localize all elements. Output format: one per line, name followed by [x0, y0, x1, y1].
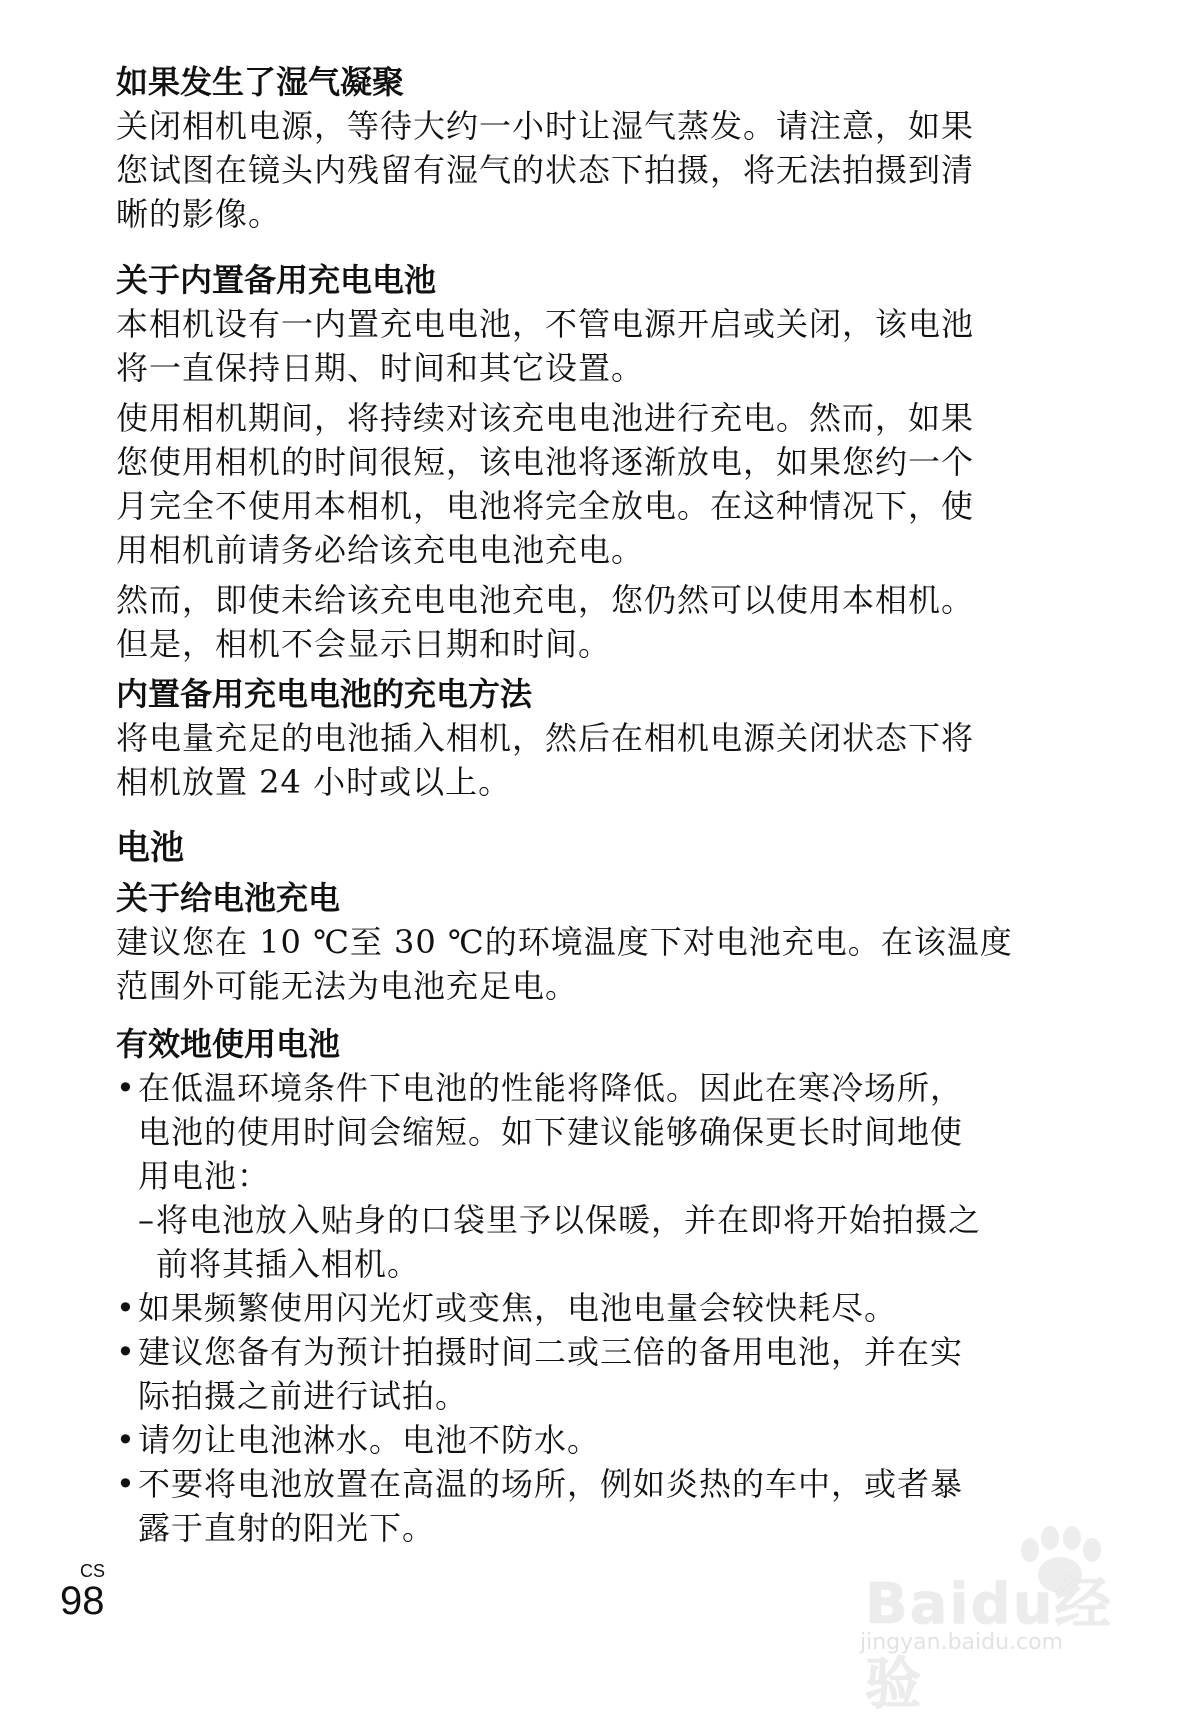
- watermark-url: jingyan.baidu.com: [860, 1630, 1064, 1655]
- text-line: 将电量充足的电池插入相机，然后在相机电源关闭状态下将: [116, 719, 975, 757]
- baidu-watermark: [850, 1520, 1150, 1717]
- heading-battery: 电池: [116, 828, 184, 868]
- bullet-icon: •: [116, 1289, 136, 1327]
- text-line: 前将其插入相机。: [156, 1245, 421, 1283]
- list-item: [116, 1418, 1066, 1462]
- text-line: 建议您在 10 ℃至 30 ℃的环境温度下对电池充电。在该温度: [116, 923, 1013, 961]
- text-line: 在低温环境条件下电池的性能将降低。因此在寒冷场所，: [138, 1069, 964, 1107]
- text-line: 您使用相机的时间很短，该电池将逐渐放电，如果您约一个: [116, 443, 975, 481]
- text-line: 然而，即使未给该充电电池充电，您仍然可以使用本相机。: [116, 581, 975, 619]
- text-line: 但是，相机不会显示日期和时间。: [116, 625, 612, 663]
- text-line: 露于直射的阳光下。: [138, 1509, 436, 1547]
- list-item: [116, 1286, 1066, 1330]
- list-effective-use: [116, 1066, 1066, 1550]
- bullet-icon: •: [116, 1069, 136, 1107]
- text-line: 将电池放入贴身的口袋里予以保暖，并在即将开始拍摄之: [156, 1201, 982, 1239]
- heading-condensation: 如果发生了湿气凝聚: [116, 63, 405, 101]
- text-line: 晰的影像。: [116, 195, 282, 233]
- language-code: CS: [80, 1561, 106, 1581]
- text-line: 月完全不使用本相机，电池将完全放电。在这种情况下，使: [116, 487, 975, 525]
- dash-icon: –: [138, 1201, 155, 1239]
- text-line: 际拍摄之前进行试拍。: [138, 1377, 469, 1415]
- paragraph-backup-charging: [116, 716, 1066, 804]
- text-line: 关闭相机电源，等待大约一小时让湿气蒸发。请注意，如果: [116, 107, 975, 145]
- paragraph-backup-battery-1: [116, 302, 1066, 390]
- text-line: 将一直保持日期、时间和其它设置。: [116, 349, 645, 387]
- text-line: 相机放置 24 小时或以上。: [116, 763, 512, 801]
- manual-page-body: [116, 60, 1066, 1550]
- paragraph-charging: [116, 920, 1066, 1008]
- page-number: [60, 1562, 105, 1622]
- paragraph-backup-battery-2: [116, 396, 1066, 572]
- text-line: 范围外可能无法为电池充足电。: [116, 967, 579, 1005]
- heading-effective-use: 有效地使用电池: [116, 1025, 341, 1063]
- text-line: 电池的使用时间会缩短。如下建议能够确保更长时间地使: [138, 1113, 964, 1151]
- paragraph-backup-battery-3: [116, 578, 1066, 666]
- bullet-icon: •: [116, 1421, 136, 1459]
- list-item: [116, 1330, 1066, 1418]
- heading-charging: 关于给电池充电: [116, 879, 341, 917]
- list-item: [116, 1066, 1066, 1198]
- watermark-logo: Baidu经验: [865, 1572, 1113, 1717]
- text-line: 请勿让电池淋水。电池不防水。: [138, 1421, 601, 1459]
- text-line: 用电池：: [138, 1157, 271, 1195]
- text-line: 建议您备有为预计拍摄时间二或三倍的备用电池，并在实: [138, 1333, 964, 1371]
- bullet-icon: •: [116, 1333, 136, 1371]
- page-number-value: 98: [60, 1579, 105, 1623]
- heading-backup-battery: 关于内置备用充电电池: [116, 261, 437, 299]
- paragraph-condensation: [116, 104, 1066, 236]
- text-line: 用相机前请务必给该充电电池充电。: [116, 531, 645, 569]
- bullet-icon: •: [116, 1465, 136, 1503]
- text-line: 如果频繁使用闪光灯或变焦，电池电量会较快耗尽。: [138, 1289, 898, 1327]
- sub-list-item: [116, 1198, 1066, 1286]
- text-line: 不要将电池放置在高温的场所，例如炎热的车中，或者暴: [138, 1465, 964, 1503]
- heading-backup-charging: 内置备用充电电池的充电方法: [116, 675, 533, 713]
- text-line: 本相机设有一内置充电电池，不管电源开启或关闭，该电池: [116, 305, 975, 343]
- text-line: 您试图在镜头内残留有湿气的状态下拍摄，将无法拍摄到清: [116, 151, 975, 189]
- text-line: 使用相机期间，将持续对该充电电池进行充电。然而，如果: [116, 399, 975, 437]
